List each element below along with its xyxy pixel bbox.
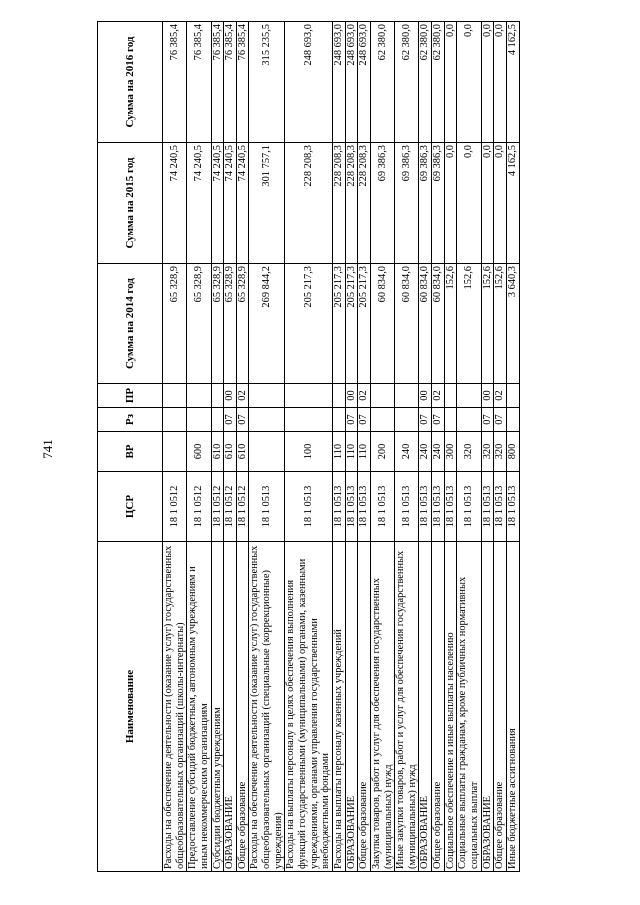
cell-sum-2015: 4 162,5 [506,143,519,264]
cell-rz [211,408,224,432]
cell-rz [395,408,419,432]
cell-name: Общее образование [432,542,445,872]
header-rz: Рз [98,408,163,432]
cell-csr: 18 1 0513 [395,472,419,542]
cell-vr: 610 [236,432,249,472]
table-row [211,22,224,872]
cell-csr: 18 1 0513 [494,472,507,542]
table-row [494,22,507,872]
cell-pr [444,384,457,408]
cell-name: Расходы на обеспечение деятельности (оказание услуг) государственных общеобразовательных организаций (специальные (коррекционные) учреждения) [249,542,285,872]
cell-csr: 18 1 0513 [432,472,445,542]
cell-pr: 02 [358,384,371,408]
cell-sum-2014: 205 217,3 [332,264,345,384]
cell-name: Общее образование [236,542,249,872]
header-sum-2016: Сумма на 2016 год [98,22,163,143]
cell-sum-2016: 0,0 [494,22,507,143]
cell-sum-2014: 65 328,9 [224,264,237,384]
cell-sum-2014: 152,6 [457,264,481,384]
cell-csr: 18 1 0513 [444,472,457,542]
cell-vr: 200 [370,432,394,472]
cell-vr: 240 [419,432,432,472]
cell-csr: 18 1 0512 [211,472,224,542]
budget-table [97,21,520,872]
cell-vr: 110 [358,432,371,472]
cell-sum-2014: 65 328,9 [236,264,249,384]
cell-sum-2016: 62 380,0 [395,22,419,143]
cell-pr [370,384,394,408]
cell-csr: 18 1 0513 [345,472,358,542]
cell-sum-2014: 205 217,3 [345,264,358,384]
cell-name: Иные закупки товаров, работ и услуг для обеспечения государственных (муниципальных) нужд [395,542,419,872]
cell-sum-2016: 76 385,4 [211,22,224,143]
cell-sum-2015: 74 240,5 [163,143,187,264]
cell-sum-2015: 0,0 [444,143,457,264]
table-row [444,22,457,872]
cell-sum-2016: 0,0 [444,22,457,143]
cell-sum-2014: 269 844,2 [249,264,285,384]
cell-sum-2014: 152,6 [494,264,507,384]
table-row [370,22,394,872]
cell-vr [163,432,187,472]
cell-vr: 320 [494,432,507,472]
cell-sum-2015: 74 240,5 [187,143,211,264]
cell-rz [506,408,519,432]
cell-sum-2016: 0,0 [481,22,494,143]
cell-sum-2015: 228 208,3 [345,143,358,264]
cell-sum-2014: 65 328,9 [187,264,211,384]
cell-sum-2014: 152,6 [481,264,494,384]
table-row [481,22,494,872]
cell-vr: 320 [481,432,494,472]
cell-sum-2016: 0,0 [457,22,481,143]
cell-rz: 07 [236,408,249,432]
cell-name: ОБРАЗОВАНИЕ [481,542,494,872]
header-name: Наименование [98,542,163,872]
cell-rz [457,408,481,432]
cell-sum-2015: 0,0 [481,143,494,264]
cell-pr: 02 [494,384,507,408]
cell-vr: 240 [432,432,445,472]
header-pr: ПР [98,384,163,408]
cell-sum-2015: 228 208,3 [285,143,333,264]
cell-name: Общее образование [494,542,507,872]
cell-sum-2016: 248 693,0 [285,22,333,143]
cell-sum-2016: 76 385,4 [163,22,187,143]
cell-pr: 00 [419,384,432,408]
cell-csr: 18 1 0513 [370,472,394,542]
cell-csr: 18 1 0513 [419,472,432,542]
cell-csr: 18 1 0513 [457,472,481,542]
cell-rz: 07 [419,408,432,432]
cell-vr: 110 [345,432,358,472]
cell-sum-2014: 65 328,9 [163,264,187,384]
table-row [236,22,249,872]
cell-sum-2015: 228 208,3 [358,143,371,264]
cell-csr: 18 1 0513 [481,472,494,542]
cell-rz: 07 [224,408,237,432]
cell-sum-2015: 69 386,3 [419,143,432,264]
cell-sum-2016: 62 380,0 [419,22,432,143]
cell-pr: 00 [224,384,237,408]
cell-rz [370,408,394,432]
cell-rz [187,408,211,432]
cell-sum-2014: 65 328,9 [211,264,224,384]
table-row [457,22,481,872]
cell-csr: 18 1 0513 [506,472,519,542]
cell-csr: 18 1 0513 [249,472,285,542]
cell-sum-2015: 0,0 [494,143,507,264]
cell-sum-2016: 76 385,4 [224,22,237,143]
cell-sum-2016: 62 380,0 [432,22,445,143]
cell-sum-2016: 248 693,0 [345,22,358,143]
cell-vr: 800 [506,432,519,472]
table-row [224,22,237,872]
cell-sum-2014: 60 834,0 [370,264,394,384]
cell-sum-2015: 69 386,3 [370,143,394,264]
cell-rz: 07 [358,408,371,432]
cell-sum-2016: 76 385,4 [236,22,249,143]
header-sum-2015: Сумма на 2015 год [98,143,163,264]
cell-sum-2016: 4 162,5 [506,22,519,143]
cell-sum-2015: 74 240,5 [236,143,249,264]
cell-sum-2015: 74 240,5 [224,143,237,264]
cell-sum-2014: 205 217,3 [358,264,371,384]
cell-sum-2015: 74 240,5 [211,143,224,264]
cell-vr: 610 [224,432,237,472]
cell-rz: 07 [432,408,445,432]
cell-pr [249,384,285,408]
cell-pr [506,384,519,408]
cell-sum-2015: 69 386,3 [395,143,419,264]
cell-pr [163,384,187,408]
cell-sum-2014: 205 217,3 [285,264,333,384]
cell-pr [285,384,333,408]
cell-name: Расходы на выплаты персоналу в целях обеспечения выполнения функций государственными (муниципальными) органами, казенными учреждениями, органами управления государственными внебюджетными фондами [285,542,333,872]
cell-csr: 18 1 0512 [187,472,211,542]
table-row [506,22,519,872]
cell-name: Закупка товаров, работ и услуг для обеспечения государственных (муниципальных) нужд [370,542,394,872]
cell-sum-2016: 315 235,5 [249,22,285,143]
cell-name: Предоставление субсидий бюджетным, автономным учреждениям и иным некоммерческим организациям [187,542,211,872]
cell-sum-2014: 60 834,0 [432,264,445,384]
cell-csr: 18 1 0512 [236,472,249,542]
cell-sum-2014: 3 640,3 [506,264,519,384]
cell-pr [457,384,481,408]
cell-csr: 18 1 0513 [358,472,371,542]
cell-sum-2015: 301 757,1 [249,143,285,264]
cell-name: ОБРАЗОВАНИЕ [419,542,432,872]
cell-rz: 07 [481,408,494,432]
cell-vr: 100 [285,432,333,472]
cell-rz [249,408,285,432]
cell-name: Социальное обеспечение и иные выплаты населению [444,542,457,872]
cell-name: Расходы на выплаты персоналу казенных учреждений [332,542,345,872]
cell-vr [249,432,285,472]
cell-name: Иные бюджетные ассигнования [506,542,519,872]
cell-sum-2016: 248 693,0 [332,22,345,143]
table-row [395,22,419,872]
cell-csr: 18 1 0512 [163,472,187,542]
cell-pr: 00 [481,384,494,408]
cell-csr: 18 1 0512 [224,472,237,542]
table-row [187,22,211,872]
table-row [332,22,345,872]
table-body [163,22,520,872]
table-row [285,22,333,872]
cell-sum-2014: 152,6 [444,264,457,384]
cell-vr: 600 [187,432,211,472]
cell-sum-2014: 60 834,0 [395,264,419,384]
page-number: 741 [40,439,55,459]
cell-sum-2016: 248 693,0 [358,22,371,143]
cell-sum-2015: 228 208,3 [332,143,345,264]
cell-vr: 610 [211,432,224,472]
cell-name: ОБРАЗОВАНИЕ [224,542,237,872]
table-row [419,22,432,872]
cell-csr: 18 1 0513 [285,472,333,542]
cell-sum-2015: 0,0 [457,143,481,264]
cell-name: Субсидии бюджетным учреждениям [211,542,224,872]
cell-rz [163,408,187,432]
table-row [345,22,358,872]
cell-rz [285,408,333,432]
cell-csr: 18 1 0513 [332,472,345,542]
table-row [163,22,187,872]
cell-vr: 240 [395,432,419,472]
cell-rz [444,408,457,432]
table-row [358,22,371,872]
cell-pr: 00 [345,384,358,408]
cell-pr: 02 [236,384,249,408]
cell-rz [332,408,345,432]
cell-sum-2014: 60 834,0 [419,264,432,384]
header-vr: ВР [98,432,163,472]
cell-name: Социальные выплаты гражданам, кроме публичных нормативных социальных выплат [457,542,481,872]
table-row [432,22,445,872]
cell-rz: 07 [345,408,358,432]
cell-sum-2016: 76 385,4 [187,22,211,143]
rotated-page-content [97,22,563,872]
header-sum-2014: Сумма на 2014 год [98,264,163,384]
table-row [249,22,285,872]
cell-name: Общее образование [358,542,371,872]
cell-name: Расходы на обеспечение деятельности (оказание услуг) государственных общеобразовательных организаций (школы-интернаты) [163,542,187,872]
cell-pr [211,384,224,408]
cell-vr: 320 [457,432,481,472]
cell-sum-2015: 69 386,3 [432,143,445,264]
cell-name: ОБРАЗОВАНИЕ [345,542,358,872]
table-header-row [98,22,163,872]
cell-pr: 02 [432,384,445,408]
cell-pr [332,384,345,408]
cell-pr [187,384,211,408]
header-csr: ЦСР [98,472,163,542]
cell-pr [395,384,419,408]
cell-sum-2016: 62 380,0 [370,22,394,143]
cell-vr: 300 [444,432,457,472]
cell-vr: 110 [332,432,345,472]
cell-rz: 07 [494,408,507,432]
